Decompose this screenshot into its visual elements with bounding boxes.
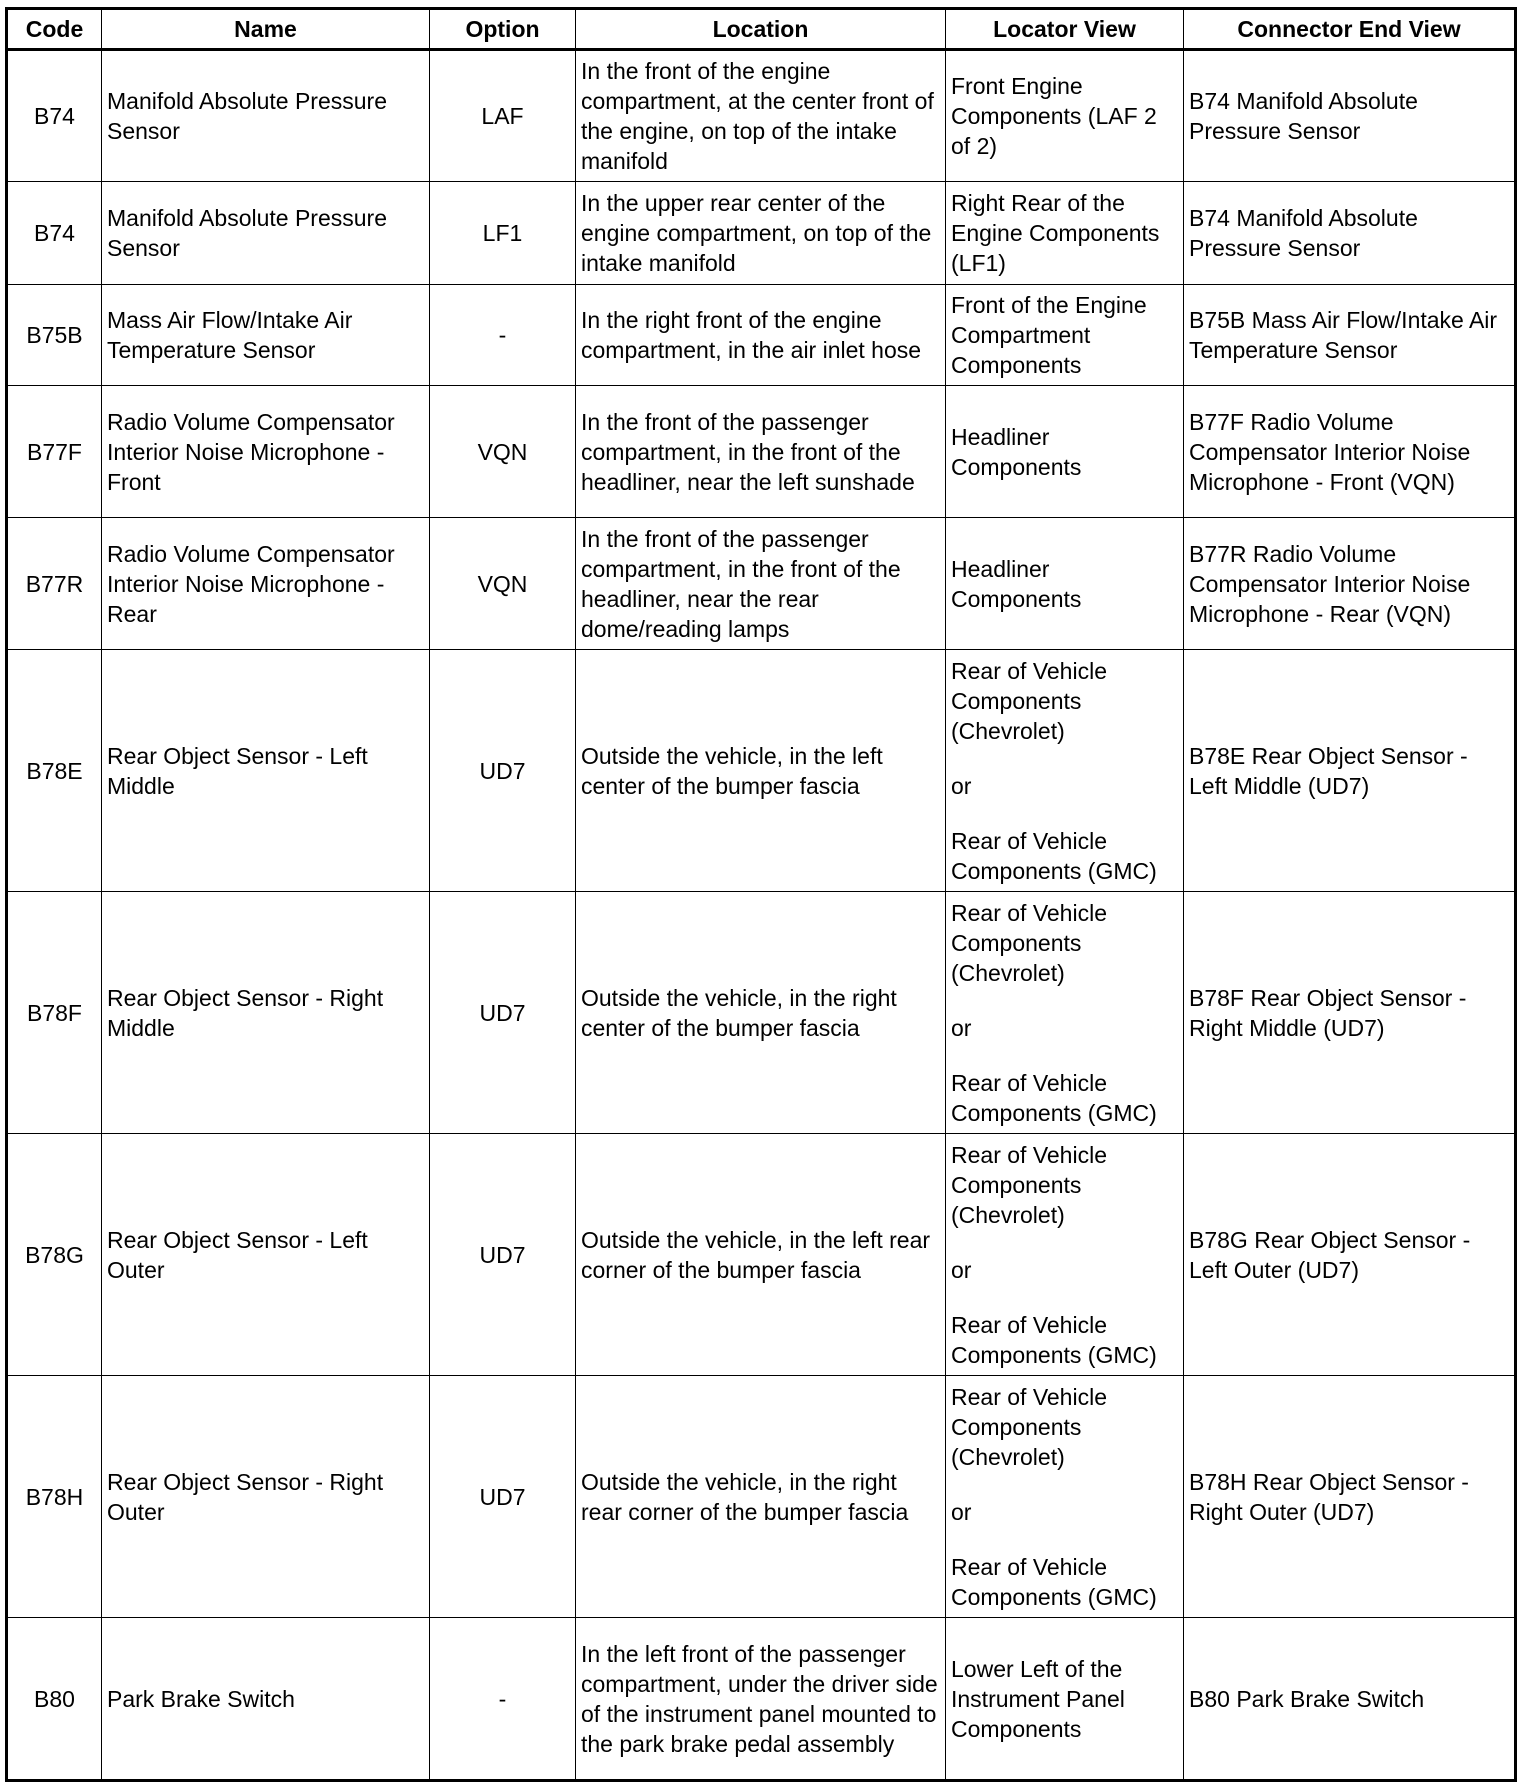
cell-code: B80	[7, 1618, 102, 1781]
cell-connector-end-view: B78F Rear Object Sensor - Right Middle (UD7)	[1184, 892, 1516, 1134]
cell-connector-end-view: B78G Rear Object Sensor - Left Outer (UD7)	[1184, 1134, 1516, 1376]
cell-code: B78G	[7, 1134, 102, 1376]
cell-code: B77R	[7, 518, 102, 650]
cell-location: In the right front of the engine compartment, in the air inlet hose	[576, 285, 946, 386]
cell-connector-end-view: B77F Radio Volume Compensator Interior Noise Microphone - Front (VQN)	[1184, 386, 1516, 518]
locator-view-spacer	[951, 1472, 1178, 1497]
locator-view-spacer	[951, 988, 1178, 1013]
table-row	[7, 650, 1516, 892]
cell-code: B78F	[7, 892, 102, 1134]
locator-view-line: Rear of Vehicle Components (GMC)	[951, 827, 1157, 884]
cell-connector-end-view: B80 Park Brake Switch	[1184, 1618, 1516, 1781]
cell-location: Outside the vehicle, in the left center of the bumper fascia	[576, 650, 946, 892]
cell-connector-end-view: B78E Rear Object Sensor - Left Middle (UD7)	[1184, 650, 1516, 892]
cell-name: Rear Object Sensor - Left Outer	[102, 1134, 430, 1376]
table-row	[7, 1618, 1516, 1781]
cell-option: -	[430, 1618, 576, 1781]
table-row	[7, 50, 1516, 182]
table-row	[7, 518, 1516, 650]
cell-name: Rear Object Sensor - Left Middle	[102, 650, 430, 892]
cell-locator-view	[946, 892, 1184, 1134]
cell-location: Outside the vehicle, in the left rear corner of the bumper fascia	[576, 1134, 946, 1376]
cell-locator-view	[946, 1618, 1184, 1781]
cell-option: -	[430, 285, 576, 386]
locator-view-line: Rear of Vehicle Components (GMC)	[951, 1311, 1157, 1368]
cell-connector-end-view: B78H Rear Object Sensor - Right Outer (UD7)	[1184, 1376, 1516, 1618]
cell-locator-view	[946, 1376, 1184, 1618]
locator-view-line: Rear of Vehicle Components (Chevrolet)	[951, 1141, 1107, 1228]
cell-locator-view	[946, 50, 1184, 182]
table-row	[7, 1376, 1516, 1618]
table-row	[7, 386, 1516, 518]
table-row	[7, 182, 1516, 285]
cell-locator-view	[946, 386, 1184, 518]
cell-locator-view	[946, 285, 1184, 386]
cell-name: Manifold Absolute Pressure Sensor	[102, 182, 430, 285]
header-name: Name	[102, 9, 430, 50]
locator-view-line: Lower Left of the Instrument Panel Components	[951, 1655, 1125, 1742]
locator-view-spacer	[951, 746, 1178, 771]
cell-connector-end-view: B74 Manifold Absolute Pressure Sensor	[1184, 182, 1516, 285]
cell-connector-end-view: B75B Mass Air Flow/Intake Air Temperature Sensor	[1184, 285, 1516, 386]
component-locator-table-wrapper	[5, 7, 1514, 1782]
locator-view-line: or	[951, 1256, 972, 1283]
cell-code: B74	[7, 50, 102, 182]
cell-option: LAF	[430, 50, 576, 182]
cell-locator-view	[946, 518, 1184, 650]
cell-option: VQN	[430, 386, 576, 518]
cell-name: Radio Volume Compensator Interior Noise Microphone - Rear	[102, 518, 430, 650]
table-row	[7, 1134, 1516, 1376]
cell-locator-view	[946, 650, 1184, 892]
locator-view-spacer	[951, 801, 1178, 826]
cell-name: Manifold Absolute Pressure Sensor	[102, 50, 430, 182]
cell-code: B74	[7, 182, 102, 285]
component-locator-table	[5, 7, 1517, 1782]
locator-view-line: Front Engine Components (LAF 2 of 2)	[951, 73, 1157, 159]
locator-view-line: Rear of Vehicle Components (GMC)	[951, 1069, 1157, 1126]
locator-view-line: Rear of Vehicle Components (Chevrolet)	[951, 899, 1107, 986]
cell-location: In the front of the engine compartment, at the center front of the engine, on top of the intake manifold	[576, 50, 946, 182]
locator-view-line: Right Rear of the Engine Components (LF1)	[951, 190, 1160, 276]
cell-location: In the upper rear center of the engine compartment, on top of the intake manifold	[576, 182, 946, 285]
locator-view-line: Front of the Engine Compartment Components	[951, 292, 1147, 378]
cell-name: Park Brake Switch	[102, 1618, 430, 1781]
header-location: Location	[576, 9, 946, 50]
locator-view-line: Headliner Components	[951, 423, 1082, 480]
cell-code: B77F	[7, 386, 102, 518]
header-locator-view: Locator View	[946, 9, 1184, 50]
table-row	[7, 892, 1516, 1134]
cell-name: Rear Object Sensor - Right Middle	[102, 892, 430, 1134]
cell-option: UD7	[430, 892, 576, 1134]
cell-locator-view	[946, 182, 1184, 285]
cell-location: Outside the vehicle, in the right center of the bumper fascia	[576, 892, 946, 1134]
header-option: Option	[430, 9, 576, 50]
cell-location: Outside the vehicle, in the right rear corner of the bumper fascia	[576, 1376, 946, 1618]
table-header-row	[7, 9, 1516, 50]
cell-connector-end-view: B77R Radio Volume Compensator Interior Noise Microphone - Rear (VQN)	[1184, 518, 1516, 650]
locator-view-spacer	[951, 1043, 1178, 1068]
cell-option: UD7	[430, 650, 576, 892]
cell-location: In the left front of the passenger compartment, under the driver side of the instrument panel mounted to the park brake pedal assembly	[576, 1618, 946, 1781]
cell-code: B75B	[7, 285, 102, 386]
cell-name: Radio Volume Compensator Interior Noise Microphone - Front	[102, 386, 430, 518]
cell-option: UD7	[430, 1376, 576, 1618]
locator-view-line: Rear of Vehicle Components (Chevrolet)	[951, 657, 1107, 744]
locator-view-spacer	[951, 1527, 1178, 1552]
cell-option: LF1	[430, 182, 576, 285]
cell-location: In the front of the passenger compartment, in the front of the headliner, near the left sunshade	[576, 386, 946, 518]
cell-option: VQN	[430, 518, 576, 650]
locator-view-line: Headliner Components	[951, 555, 1082, 612]
table-row	[7, 285, 1516, 386]
locator-view-spacer	[951, 1230, 1178, 1255]
table-body	[7, 50, 1516, 1781]
cell-code: B78E	[7, 650, 102, 892]
cell-name: Mass Air Flow/Intake Air Temperature Sensor	[102, 285, 430, 386]
locator-view-line: Rear of Vehicle Components (Chevrolet)	[951, 1383, 1107, 1470]
cell-option: UD7	[430, 1134, 576, 1376]
cell-name: Rear Object Sensor - Right Outer	[102, 1376, 430, 1618]
locator-view-line: or	[951, 1498, 972, 1525]
cell-locator-view	[946, 1134, 1184, 1376]
cell-location: In the front of the passenger compartment, in the front of the headliner, near the rear dome/reading lamps	[576, 518, 946, 650]
locator-view-line: Rear of Vehicle Components (GMC)	[951, 1553, 1157, 1610]
locator-view-line: or	[951, 772, 972, 799]
locator-view-line: or	[951, 1014, 972, 1041]
header-connector-end-view: Connector End View	[1184, 9, 1516, 50]
cell-code: B78H	[7, 1376, 102, 1618]
cell-connector-end-view: B74 Manifold Absolute Pressure Sensor	[1184, 50, 1516, 182]
locator-view-spacer	[951, 1285, 1178, 1310]
header-code: Code	[7, 9, 102, 50]
